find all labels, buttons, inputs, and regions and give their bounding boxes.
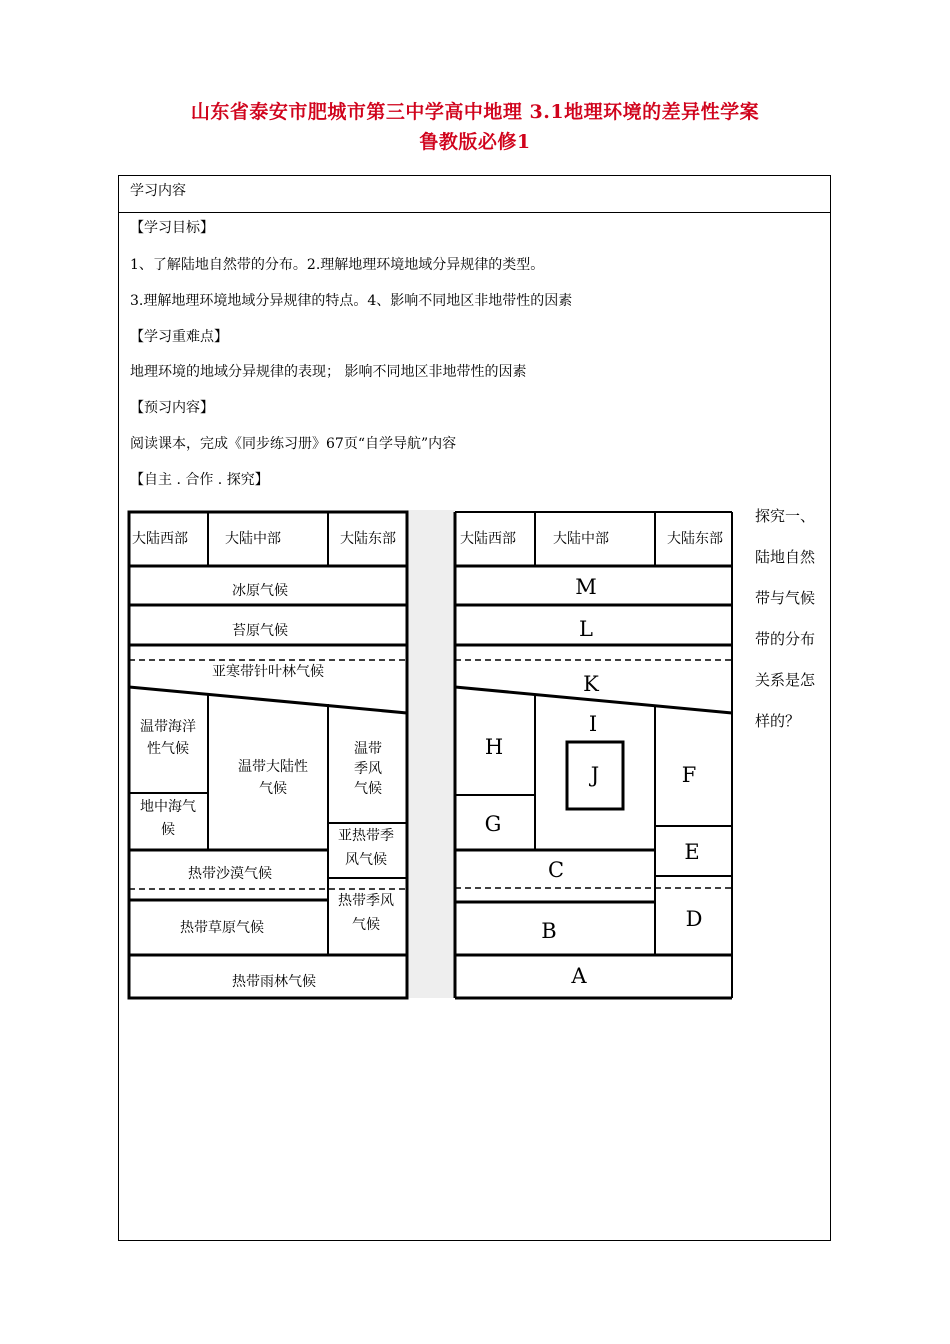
zone-tropical-desert: 热带沙漠气候 bbox=[188, 866, 272, 882]
zone-temperate-monsoon: 季风 bbox=[354, 761, 382, 777]
zone-letter-d: D bbox=[685, 907, 703, 931]
side-question-line: 带与气候 bbox=[755, 589, 816, 607]
right-label-west: 大陆西部 bbox=[460, 531, 516, 547]
side-question-line: 样的？ bbox=[755, 712, 801, 730]
zone-letter-j: J bbox=[590, 763, 600, 787]
zone-letter-k: K bbox=[583, 672, 599, 696]
right-label-central: 大陆中部 bbox=[553, 531, 609, 547]
left-label-central: 大陆中部 bbox=[225, 531, 281, 547]
zone-temperate-monsoon: 温带 bbox=[354, 741, 382, 757]
zone-tropical-monsoon: 热带季风 bbox=[338, 893, 394, 909]
zone-temperate-maritime: 温带海洋 bbox=[140, 719, 196, 735]
key-points-text: 地理环境的地域分异规律的表现； 影响不同地区非地带性的因素 bbox=[130, 364, 527, 380]
zone-subtropical-monsoon: 风气候 bbox=[345, 852, 387, 868]
zone-letter-l: L bbox=[579, 617, 593, 641]
zone-subarctic: 亚寒带针叶林气候 bbox=[212, 664, 324, 680]
left-label-east: 大陆东部 bbox=[340, 531, 396, 547]
side-question-line: 探究一、 bbox=[755, 507, 816, 525]
zone-temperate-maritime: 性气候 bbox=[147, 741, 189, 757]
zone-letter-m: M bbox=[575, 575, 597, 599]
zone-tropical-savanna: 热带草原气候 bbox=[180, 920, 264, 936]
zone-letter-a: A bbox=[571, 964, 587, 988]
zone-letter-i: I bbox=[588, 712, 598, 736]
zone-mediterranean: 地中海气 bbox=[140, 799, 196, 815]
section-heading-preview: 【预习内容】 bbox=[130, 400, 214, 416]
zone-mediterranean: 候 bbox=[161, 822, 175, 838]
zone-letter-h: H bbox=[484, 735, 504, 759]
zone-temperate-monsoon: 气候 bbox=[354, 781, 382, 797]
zone-letter-f: F bbox=[681, 763, 697, 787]
zone-letter-e: E bbox=[684, 840, 700, 864]
zone-subtropical-monsoon: 亚热带季 bbox=[338, 828, 394, 844]
right-label-east: 大陆东部 bbox=[667, 531, 723, 547]
diagram-gap-background bbox=[407, 510, 455, 998]
preview-text: 阅读课本，完成《同步练习册》67页“自学导航”内容 bbox=[130, 436, 457, 452]
zone-temperate-continental: 温带大陆性 bbox=[238, 759, 308, 775]
zone-letter-c: C bbox=[547, 858, 565, 882]
left-label-west: 大陆西部 bbox=[132, 531, 188, 547]
document-title-line-2: 鲁教版必修1 bbox=[419, 131, 531, 153]
side-question-line: 带的分布 bbox=[755, 630, 816, 648]
section-heading-goals: 【学习目标】 bbox=[130, 220, 214, 236]
zone-tropical-rainforest: 热带雨林气候 bbox=[232, 974, 316, 990]
zone-letter-b: B bbox=[541, 919, 557, 943]
zone-tundra: 苔原气候 bbox=[232, 623, 288, 639]
left-sloped-divider bbox=[129, 687, 407, 713]
goal-line-1: 1、了解陆地自然带的分布。2.理解地理环境地域分异规律的类型。 bbox=[130, 257, 545, 273]
zone-ice-cap: 冰原气候 bbox=[232, 583, 288, 599]
table-header: 学习内容 bbox=[130, 183, 186, 199]
section-heading-explore: 【自主 . 合作 . 探究】 bbox=[130, 472, 269, 488]
side-question-line: 关系是怎 bbox=[755, 671, 816, 689]
document-title-line-1: 山东省泰安市肥城市第三中学高中地理 3.1地理环境的差异性学案 bbox=[190, 101, 760, 123]
goal-line-2: 3.理解地理环境地域分异规律的特点。4、影响不同地区非地带性的因素 bbox=[130, 293, 573, 309]
zone-temperate-continental: 气候 bbox=[259, 781, 287, 797]
section-heading-key-points: 【学习重难点】 bbox=[130, 329, 228, 345]
zone-letter-g: G bbox=[484, 812, 502, 836]
zone-tropical-monsoon: 气候 bbox=[352, 917, 380, 933]
side-question-line: 陆地自然 bbox=[755, 548, 816, 566]
